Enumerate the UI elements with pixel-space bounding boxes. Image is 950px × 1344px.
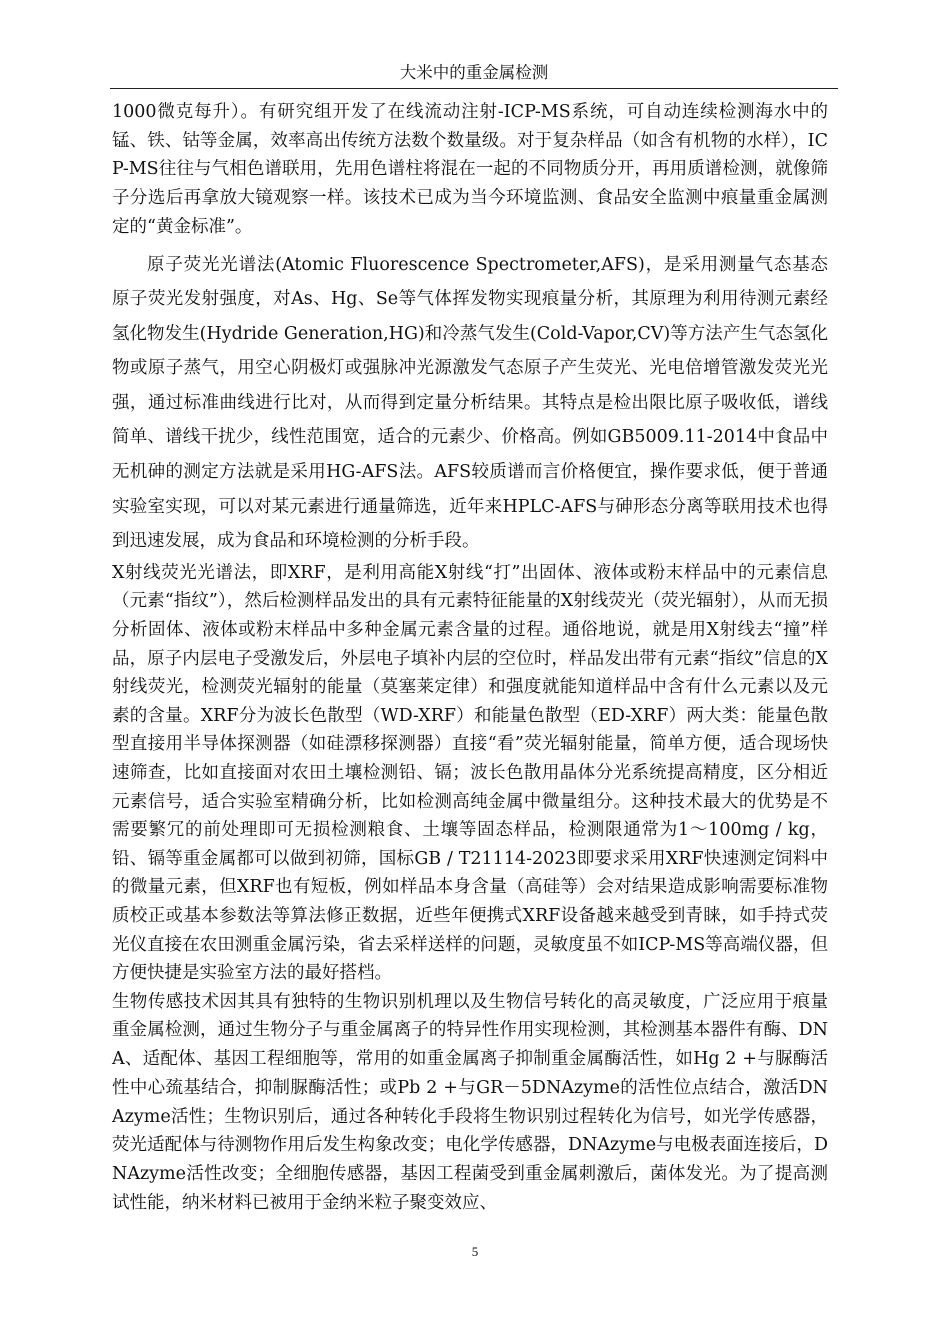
running-header: 大米中的重金属检测 [399, 63, 549, 82]
paragraph-icp-ms: 1000微克每升）。有研究组开发了在线流动注射-ICP-MS系统，可自动连续检测海水中的锰、铁、钴等金属，效率高出传统方法数个数量级。对于复杂样品（如含有机物的水样），ICP-MS往往与气相色谱联用，先用色谱柱将混在一起的不同物质分开，再用质谱检测，就像筛子分选后再拿放大镜观察一样。该技术已成为当今环境监测、食品安全监测中痕量重金属测定的“黄金标准”。 [112, 102, 828, 237]
paragraph-afs: 原子荧光光谱法(Atomic Fluorescence Spectrometer,AFS)，是采用测量气态基态原子荧光发射强度，对As、Hg、Se等气体挥发物实现痕量分析，其原理为利用待测元素经氢化物发生(Hydride Generation,HG)和冷蒸气发生(Cold-Vapor,CV)等方法产生气态氢化物或原子蒸气，用空心阴极灯或强脉冲光源激发气态原子产生荧光、光电倍增管激发荧光光强，通过标准曲线进行比对，从而得到定量分析结果。其特点是检出限比原子吸收低，谱线简单、谱线干扰少，线性范围宽，适合的元素少、价格高。例如GB5009.11-2014中食品中无机砷的测定方法就是采用HG-AFS法。AFS较质谱而言价格便宜，操作要求低，便于普通实验室实现，可以对某元素进行通量筛选，近年来HPLC-AFS与砷形态分离等联用技术也得到迅速发展，成为食品和环境检测的分析手段。 [112, 254, 828, 552]
paragraph-biosensor: 生物传感技术因其具有独特的生物识别机理以及生物信号转化的高灵敏度，广泛应用于痕量重金属检测，通过生物分子与重金属离子的特异性作用实现检测，其检测基本器件有酶、DNA、适配体、基因工程细胞等，常用的如重金属离子抑制重金属酶活性，如Hg 2 +与脲酶活性中心巯基结合，抑制脲酶活性；或Pb 2 +与GR－5DNAzyme的活性位点结合，激活DNAzyme活性；生物识别后，通过各种转化手段将生物识别过程转化为信号，如光学传感器，荧光适配体与待测物作用后发生构象改变；电化学传感器，DNAzyme与电极表面连接后，DNAzyme活性改变；全细胞传感器，基因工程菌受到重金属刺激后，菌体发光。为了提高测试性能，纳米材料已被用于金纳米粒子聚变效应、 [112, 991, 828, 1213]
body-text [112, 98, 828, 1217]
header-rule [110, 88, 838, 89]
page-number: 5 [471, 1244, 479, 1259]
paragraph-xrf: X射线荧光光谱法，即XRF，是利用高能X射线“打”出固体、液体或粉末样品中的元素信息（元素“指纹”），然后检测样品发出的具有元素特征能量的X射线荧光（荧光辐射），从而无损分析固体、液体或粉末样品中多种金属元素含量的过程。通俗地说，就是用X射线去“撞”样品，原子内层电子受激发后，外层电子填补内层的空位时，样品发出带有元素“指纹”信息的X射线荧光，检测荧光辐射的能量（莫塞莱定律）和强度就能知道样品中含有什么元素以及元素的含量。XRF分为波长色散型（WD-XRF）和能量色散型（ED-XRF）两大类：能量色散型直接用半导体探测器（如硅漂移探测器）直接“看”荧光辐射能量，简单方便，适合现场快速筛查，比如直接面对农田土壤检测铅、镉；波长色散用晶体分光系统提高精度，区分相近元素信号，适合实验室精确分析，比如检测高纯金属中微量组分。这种技术最大的优势是不需要繁冗的前处理即可无损检测粮食、土壤等固态样品，检测限通常为1～100mg / kg，铅、镉等重金属都可以做到初筛，国标GB / T21114-2023即要求采用XRF快速测定饲料中的微量元素，但XRF也有短板，例如样品本身含量（高硅等）会对结果造成影响需要标准物质校正或基本参数法等算法修正数据，近些年便携式XRF设备越来越受到青睐，如手持式荧光仪直接在农田测重金属污染，省去采样送样的问题，灵敏度虽不如ICP-MS等高端仪器，但方便快捷是实验室方法的最好搭档。 [112, 562, 828, 984]
